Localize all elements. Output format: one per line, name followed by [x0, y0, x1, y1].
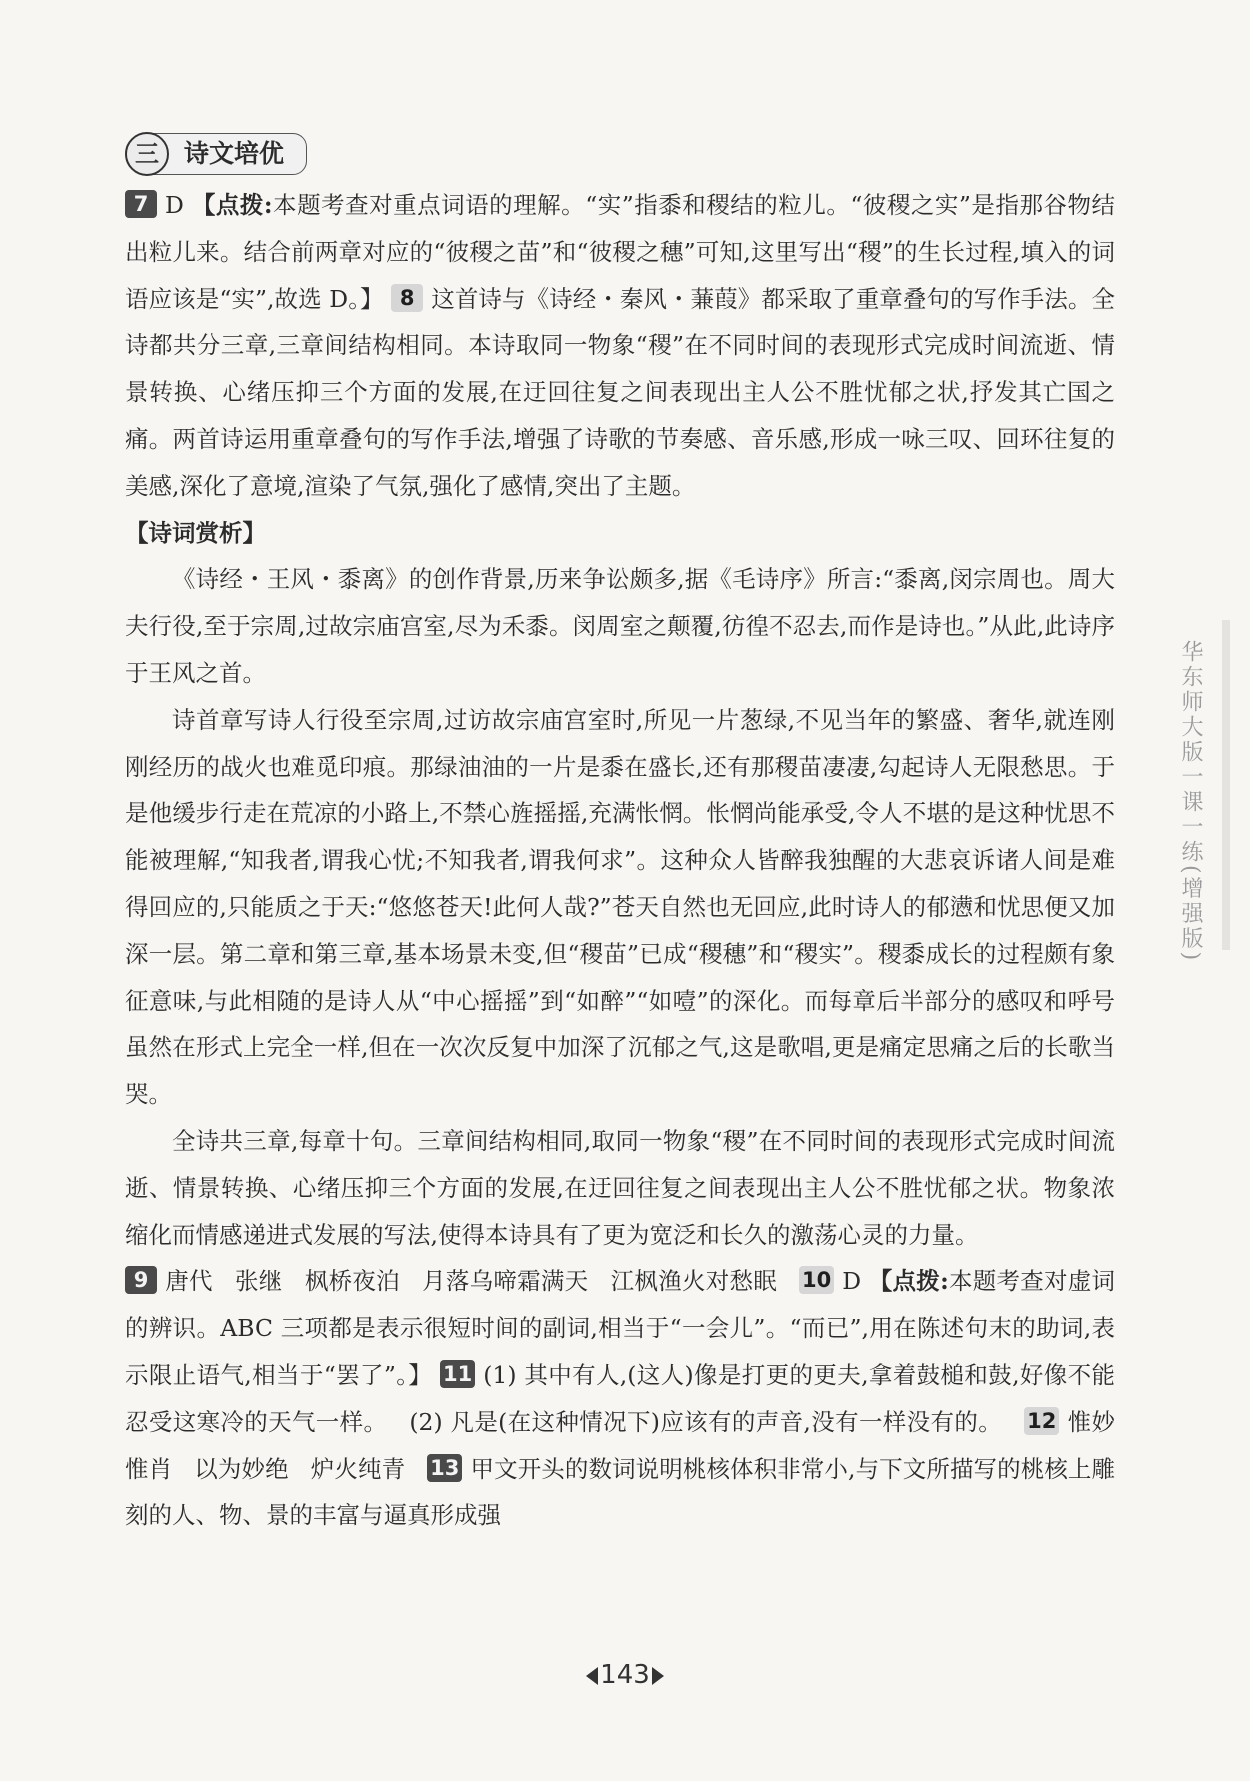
- q7-hint-text: 本题考查对重点词语的理解。“实”指黍和稷结的粒儿。“彼稷之实”是指那谷物结出粒儿来。结合前两章对应的“彼稷之苗”和“彼稷之穗”可知,这里写出“稷”的生长过程,填入的词语应该是“实”,故选 D。】: [125, 191, 1115, 313]
- q8-text: 这首诗与《诗经・秦风・蒹葭》都采取了重章叠句的写作手法。全诗都共分三章,三章间结构相同。本诗取同一物象“稷”在不同时间的表现形式完成时间流逝、情景转换、心绪压抑三个方面的发展,在迂回往复之间表现出主人公不胜忧郁之状,抒发其亡国之痛。两首诗运用重章叠句的写作手法,增强了诗歌的节奏感、音乐感,形成一咏三叹、回环往复的美感,深化了意境,渲染了气氛,强化了感情,突出了主题。: [125, 284, 1115, 500]
- appreciation-paragraph-1: 《诗经・王风・黍离》的创作背景,历来争讼颇多,据《毛诗序》所言:“黍离,闵宗周也。周大夫行役,至于宗周,过故宗庙宫室,尽为禾黍。闵周室之颠覆,彷徨不忍去,而作是诗也。”从此,此诗序于王风之首。: [125, 565, 1115, 687]
- section-number: 三: [125, 132, 169, 176]
- q10-hint-label: 【点拨:: [868, 1267, 949, 1296]
- q11-part1: (1) 其中有人,(这人)像是打更的更夫,拿着鼓槌和鼓,好像不能忍受这寒冷的天气一样。: [125, 1360, 1115, 1436]
- q12-item-1: 惟妙惟肖: [125, 1407, 1116, 1483]
- q10-answer: D: [842, 1267, 862, 1296]
- q7-hint-label: 【点拨:: [191, 191, 273, 219]
- side-book-title: 华东师大版一课一练(增强版): [1178, 640, 1203, 964]
- q9-item-dynasty: 唐代: [165, 1267, 213, 1296]
- left-triangle-icon: [586, 1667, 598, 1685]
- page-content: [125, 130, 1115, 1539]
- section-title: 诗文培优: [151, 133, 307, 175]
- q12-item-3: 炉火纯青: [310, 1454, 406, 1483]
- question-number-12: 12: [1024, 1407, 1059, 1435]
- right-triangle-icon: [652, 1667, 664, 1685]
- question-number-8: 8: [391, 284, 423, 312]
- appreciation-paragraph-3: 全诗共三章,每章十句。三章间结构相同,取同一物象“稷”在不同时间的表现形式完成时间流逝、情景转换、心绪压抑三个方面的发展,在迂回往复之间表现出主人公不胜忧郁之状。物象浓缩化而情感递进式发展的写法,使得本诗具有了更为宽泛和长久的激荡心灵的力量。: [125, 1126, 1115, 1249]
- question-number-11: 11: [440, 1360, 475, 1388]
- appreciation-heading: 【诗词赏析】: [125, 518, 266, 547]
- section-header: [125, 130, 1115, 178]
- question-number-9: 9: [125, 1266, 157, 1294]
- q7-answer: D: [165, 191, 184, 219]
- side-edge-bar: [1222, 620, 1230, 950]
- answer-block-9-13: [125, 1258, 1115, 1539]
- q12-item-2: 以为妙绝: [194, 1454, 289, 1483]
- page-number-footer: [0, 1660, 1250, 1690]
- q10-hint-text: 本题考查对虚词的辨识。ABC 三项都是表示很短时间的副词,相当于“一会儿”。“而已”,用在陈述句末的助词,表示限止语气,相当于“罢了”。】: [125, 1267, 1116, 1389]
- q13-text: 甲文开头的数词说明桃核体积非常小,与下文所描写的桃核上雕刻的人、物、景的丰富与逼真形成强: [125, 1454, 1116, 1530]
- q9-item-author: 张继: [234, 1267, 283, 1296]
- question-number-10: 10: [799, 1266, 834, 1294]
- question-number-7: 7: [125, 190, 157, 218]
- appreciation-paragraph-2: 诗首章写诗人行役至宗周,过访故宗庙宫室时,所见一片葱绿,不见当年的繁盛、奢华,就连刚刚经历的战火也难觅印痕。那绿油油的一片是黍在盛长,还有那稷苗凄凄,勾起诗人无限愁思。于是他缓步行走在荒凉的小路上,不禁心旌摇摇,充满怅惘。怅惘尚能承受,令人不堪的是这种忧思不能被理解,“知我者,谓我心忧;不知我者,谓我何求”。这种众人皆醉我独醒的大悲哀诉诸人间是难得回应的,只能质之于天:“悠悠苍天!此何人哉?”苍天自然也无回应,此时诗人的郁懑和忧思便又加深一层。第二章和第三章,基本场景未变,但“稷苗”已成“稷穗”和“稷实”。稷黍成长的过程颇有象征意味,与此相随的是诗人从“中心摇摇”到“如醉”“如噎”的深化。而每章后半部分的感叹和呼号虽然在形式上完全一样,但在一次次反复中加深了沉郁之气,这是歌唱,更是痛定思痛之后的长歌当哭。: [125, 705, 1115, 1109]
- q11-part2: (2) 凡是(在这种情况下)应该有的声音,没有一样没有的。: [409, 1407, 1003, 1436]
- q9-item-line1: 月落乌啼霜满天: [421, 1267, 589, 1296]
- page-number: 143: [600, 1660, 650, 1690]
- q9-item-line2: 江枫渔火对愁眠: [610, 1267, 777, 1296]
- q9-item-title: 枫桥夜泊: [304, 1267, 400, 1296]
- question-number-13: 13: [427, 1454, 462, 1482]
- answer-block-7-8: [125, 182, 1115, 510]
